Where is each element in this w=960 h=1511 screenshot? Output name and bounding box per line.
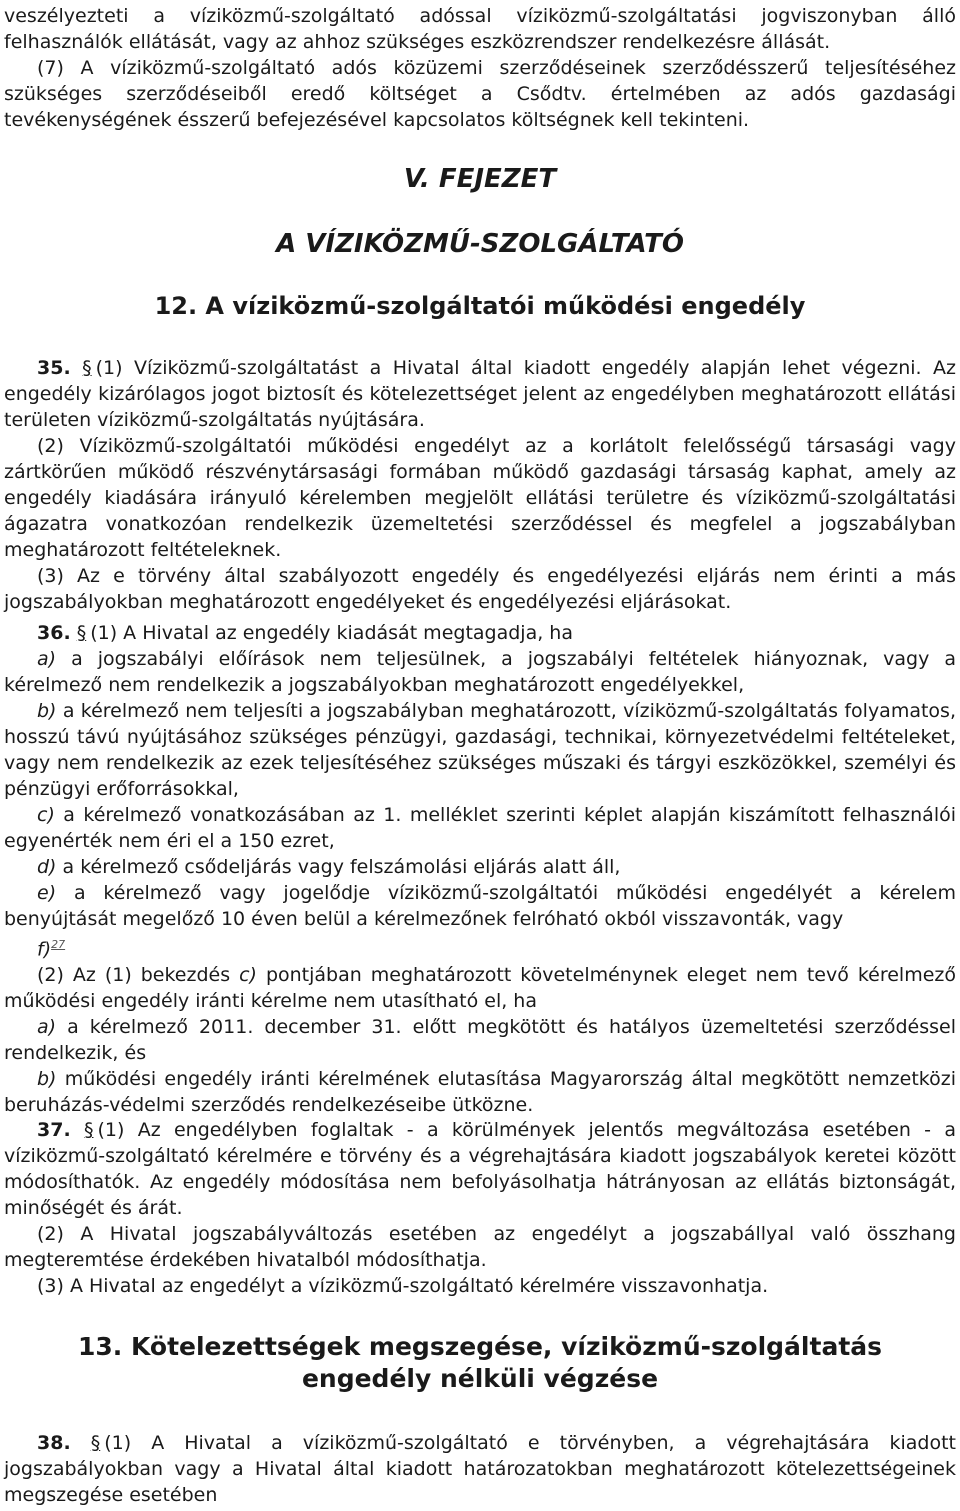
- paragraph-36-1: [4, 620, 956, 646]
- item-text: a kérelmező nem teljesíti a jogszabályban meghatározott, víziközmű-szolgáltatás folyamatos, hosszú távú nyújtásához szükséges pénzügyi, gazdasági, technikai, környezetvédelmi feltételeket, vagy nem rendelkezik az ezek teljesítéséhez szükséges műszaki és tárgyi eszközökkel, személyi és pénzügyi erőforrásokkal,: [4, 700, 956, 800]
- paragraph-35-2: (2) Víziközmű-szolgáltatói működési engedélyt az a korlátolt felelősségű társasági vagy zártkörűen működő részvénytársasági formában működő gazdasági társaság kaphat, amely az engedély kiadására irányuló kérelemben megjelölt ellátási területre és víziközmű-szolgáltatási ágazatra vonatkozóan rendelkezik üzemeltetési szerződéssel és megfelel a jogszabályban meghatározott feltételeknek.: [4, 435, 956, 561]
- paragraph-36: [4, 620, 956, 1118]
- paragraph-38: [4, 1430, 956, 1508]
- item-text: a jogszabályi előírások nem teljesülnek, a jogszabályi feltételek hiányoznak, vagy a kérelmező nem rendelkezik a jogszabályokban meghatározott engedélyekkel,: [4, 648, 956, 696]
- list-item-d: [4, 854, 956, 880]
- paragraph-text: (1) A Hivatal az engedély kiadását megtagadja, ha: [90, 622, 573, 644]
- footnote-link[interactable]: 27: [51, 938, 66, 951]
- paragraph-38-1: [4, 1430, 956, 1508]
- paragraph-36-2: [4, 962, 956, 1014]
- section-sign-link[interactable]: §: [76, 622, 87, 644]
- item-text: a kérelmező vagy jogelődje víziközmű-szolgáltatói működési engedélyét a kérelem benyújtását megelőző 10 éven belül a kérelmezőnek felróható okból visszavonták, vagy: [4, 882, 956, 930]
- item-label: b): [37, 1068, 57, 1091]
- list-item-e: [4, 880, 956, 932]
- item-label: f): [37, 938, 52, 961]
- item-label: a): [37, 1016, 57, 1039]
- paragraph-35-3: (3) Az e törvény által szabályozott engedély és engedélyezési eljárás nem érinti a más jogszabályokban meghatározott engedélyeket és engedélyezési eljárásokat.: [4, 565, 956, 613]
- section-number: 36.: [37, 622, 71, 644]
- paragraph-continuation: veszélyezteti a víziközmű-szolgáltató adóssal víziközmű-szolgáltatási jogviszonyban álló felhasználók ellátását, vagy az ahhoz szükséges eszközrendszer rendelkezésre állását.: [4, 5, 956, 53]
- section-sign-link[interactable]: §: [90, 1432, 101, 1454]
- paragraph-text: (2) Az (1) bekezdés: [37, 964, 231, 987]
- paragraph-7: (7) A víziközmű-szolgáltató adós közüzemi szerződéseinek szerződésszerű teljesítéséhez szükséges szerződéseiből eredő költséget a Csődtv. értelmében az adós gazdasági tevékenységének ésszerű befejezésével kapcsolatos költségnek kell tekinteni.: [4, 57, 956, 131]
- paragraph-37-3: (3) A Hivatal az engedélyt a víziközmű-szolgáltató kérelmére visszavonhatja.: [37, 1275, 769, 1297]
- section-13-heading: 13. Kötelezettségek megszegése, víziközmű-szolgáltatás engedély nélküli végzése: [77, 1332, 883, 1393]
- item-ref: c): [239, 964, 257, 987]
- paragraph-37: [4, 1117, 956, 1299]
- paragraph-35: [4, 355, 956, 615]
- section-number: 37.: [37, 1119, 71, 1141]
- section-12-heading: 12. A víziközmű-szolgáltatói működési engedély: [154, 292, 806, 320]
- item-text: a kérelmező vonatkozásában az 1. melléklet szerinti képlet alapján kiszámított felhasználói egyenérték nem éri el a 150 ezret,: [4, 804, 956, 852]
- item-label: a): [37, 648, 57, 670]
- list-item-f: [4, 932, 956, 962]
- paragraph-37-2: (2) A Hivatal jogszabályváltozás esetében az engedélyt a jogszabállyal való összhang megteremtése érdekében hivatalból módosíthatja.: [4, 1223, 956, 1271]
- item-label: b): [37, 700, 57, 722]
- item-text: a kérelmező csődeljárás vagy felszámolási eljárás alatt áll,: [62, 856, 621, 878]
- list-item-b: [4, 698, 956, 802]
- chapter-heading: V. FEJEZET: [403, 164, 557, 194]
- list-item-2b: [4, 1066, 956, 1118]
- paragraph-text: pontjában meghatározott követelménynek eleget nem tevő kérelmező működési engedély iránti kérelme nem utasítható el, ha: [4, 964, 957, 1013]
- paragraph-text: (1) A Hivatal a víziközmű-szolgáltató e törvényben, a végrehajtására kiadott jogszabályokban vagy a Hivatal által kiadott határozatokban meghatározott kötelezettségeinek megszegése esetében: [4, 1432, 956, 1506]
- list-item-2a: [4, 1014, 956, 1066]
- item-label: c): [37, 804, 55, 826]
- paragraph-37-1: [4, 1117, 956, 1221]
- section-number: 35.: [37, 357, 71, 379]
- paragraph-35-1: [4, 355, 956, 433]
- paragraph-text: (1) Víziközmű-szolgáltatást a Hivatal által kiadott engedély alapján lehet végezni. Az engedély kizárólagos jogot biztosít és kötelezettséget jelent az engedélyben meghatározott ellátási területen víziközmű-szolgáltatás nyújtására.: [4, 357, 956, 431]
- section-sign-link[interactable]: §: [82, 357, 92, 379]
- paragraph-text: (1) Az engedélyben foglaltak - a körülmények jelentős megváltozása esetében - a víziközmű-szolgáltató kérelmére e törvény és a végrehajtására kiadott jogszabályok keretei között módosíthatók. Az engedély módosítása nem befolyásolhatja hátrányosan az ellátás biztonságát, minőségét és árát.: [4, 1119, 956, 1219]
- list-item-c: [4, 802, 956, 854]
- section-number: 38.: [37, 1432, 71, 1454]
- chapter-title: A VÍZIKÖZMŰ-SZOLGÁLTATÓ: [276, 229, 684, 259]
- item-label: d): [37, 856, 57, 878]
- section-sign-link[interactable]: §: [83, 1119, 94, 1141]
- list-item-a: [4, 646, 956, 698]
- item-label: e): [37, 882, 57, 904]
- item-text: működési engedély iránti kérelmének elutasítása Magyarország által megkötött nemzetközi beruházás-védelmi szerződés rendelkezéseibe ütközne.: [4, 1068, 956, 1117]
- item-text: a kérelmező 2011. december 31. előtt megkötött és hatályos üzemeltetési szerződéssel rendelkezik, és: [4, 1016, 956, 1065]
